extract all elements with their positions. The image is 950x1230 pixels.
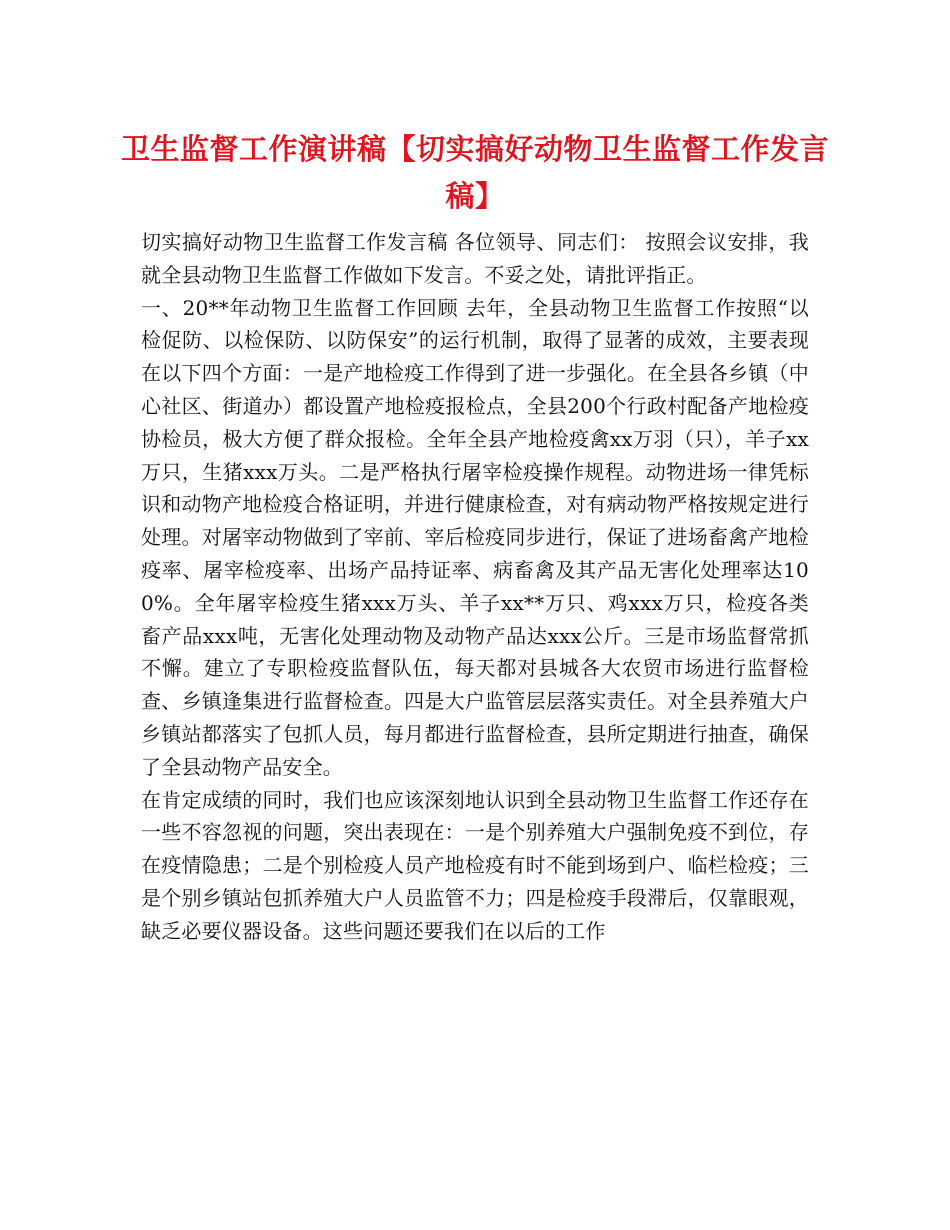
document-body [141, 226, 809, 948]
paragraph-review: 一、20**年动物卫生监督工作回顾 去年，全县动物卫生监督工作按照“以检促防、以检保防、以防保安”的运行机制，取得了显著的成效，主要表现在以下四个方面：一是产地检疫工作得到了进一步强化。在全县各乡镇（中心社区、街道办）都设置产地检疫报检点，全县200个行政村配备产地检疫协检员，极大方便了群众报检。全年全县产地检疫禽xx万羽（只），羊子xx万只，生猪xxx万头。二是严格执行屠宰检疫操作规程。动物进场一律凭标识和动物产地检疫合格证明，并进行健康检查，对有病动物严格按规定进行处理。对屠宰动物做到了宰前、宰后检疫同步进行，保证了进场畜禽产地检疫率、屠宰检疫率、出场产品持证率、病畜禽及其产品无害化处理率达100%。全年屠宰检疫生猪xxx万头、羊子xx**万只、鸡xxx万只，检疫各类畜产品xxx吨，无害化处理动物及动物产品达xxx公斤。三是市场监督常抓不懈。建立了专职检疫监督队伍，每天都对县城各大农贸市场进行监督检查、乡镇逢集进行监督检查。四是大户监管层层落实责任。对全县养殖大户乡镇站都落实了包抓人员，每月都进行监督检查，县所定期进行抽查，确保了全县动物产品安全。 [141, 295, 809, 779]
document-title: 卫生监督工作演讲稿【切实搞好动物卫生监督工作发言稿】 [120, 132, 829, 213]
paragraph-opening: 切实搞好动物卫生监督工作发言稿 各位领导、同志们： 按照会议安排，我就全县动物卫生监督工作做如下发言。不妥之处，请批评指正。 [141, 230, 809, 287]
paragraph-problems: 在肯定成绩的同时，我们也应该深刻地认识到全县动物卫生监督工作还存在一些不容忽视的问题，突出表现在：一是个别养殖大户强制免疫不到位，存在疫情隐患；二是个别检疫人员产地检疫有时不能到场到户、临栏检疫；三是个别乡镇站包抓养殖大户人员监管不力；四是检疫手段滞后，仅靠眼观，缺乏必要仪器设备。这些问题还要我们在以后的工作 [141, 787, 809, 943]
